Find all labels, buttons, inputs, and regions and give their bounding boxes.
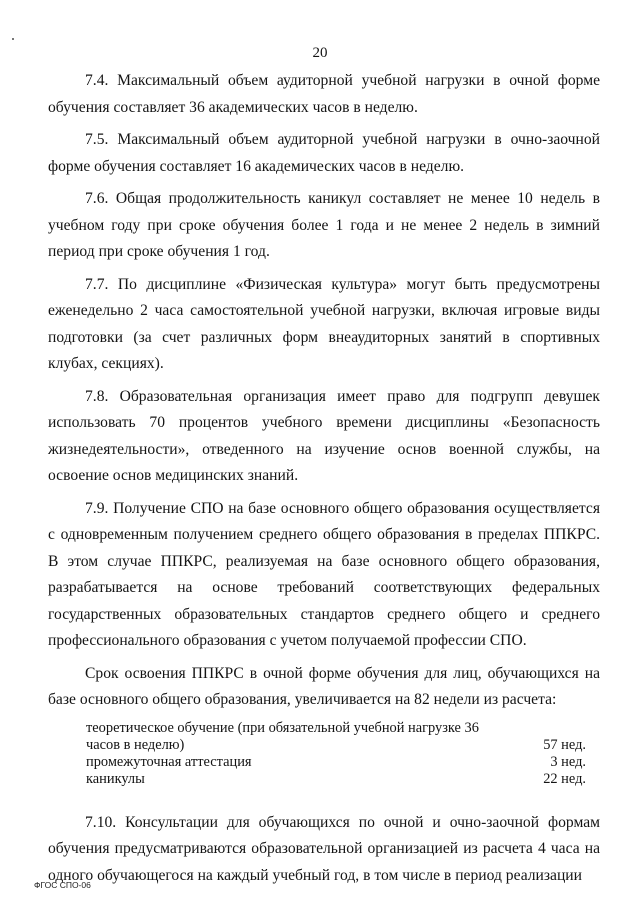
schedule-row: [86, 720, 586, 754]
paragraph-duration: Срок освоения ППКРС в очной форме обучения для лиц, обучающихся на базе основного общего образования, увеличивается на 82 недели из расчета:: [48, 664, 600, 708]
schedule-label: промежуточная аттестация: [86, 753, 252, 770]
paragraph-7-6: 7.6. Общая продолжительность каникул составляет не менее 10 недель в учебном году при сроке обучения более 1 года и не менее 2 недель в зимний период при сроке обучения 1 год.: [48, 190, 600, 260]
paragraph-7-4: 7.4. Максимальный объем аудиторной учебной нагрузки в очной форме обучения составляет 36 академических часов в неделю.: [48, 72, 600, 116]
schedule-value: 57 нед.: [543, 736, 586, 753]
schedule-row: [86, 771, 586, 788]
page-number: 20: [312, 45, 328, 61]
schedule-label: теоретическое обучение (при обязательной учебной нагрузке 36 часов в неделю): [86, 719, 479, 753]
paragraph-7-9: 7.9. Получение СПО на базе основного общего образования осуществляется с одновременным получением среднего общего образования в пределах ППКРС. В этом случае ППКРС, реализуемая на базе основного общего образования, разрабатывается на основе требований соответствующих федеральных государственных образовательных стандартов среднего общего и среднего профессионального образования с учетом получаемой профессии СПО.: [48, 499, 600, 649]
paragraph-7-10: 7.10. Консультации для обучающихся по очной и очно-заочной формам обучения предусматриваются образовательной организацией из расчета 4 часа на одного обучающегося на каждый учебный год, в том числе в период реализации: [48, 813, 600, 884]
schedule-value: 3 нед.: [550, 753, 586, 770]
paragraph-7-5: 7.5. Максимальный объем аудиторной учебной нагрузки в очно-заочной форме обучения составляет 16 академических часов в неделю.: [48, 131, 600, 175]
paragraph-7-7: 7.7. По дисциплине «Физическая культура» могут быть предусмотрены еженедельно 2 часа самостоятельной учебной нагрузки, включая игровые виды подготовки (за счет различных форм внеаудиторных занятий в спортивных клубах, секциях).: [48, 275, 600, 372]
schedule-label: каникулы: [86, 770, 145, 787]
document-body: [48, 68, 600, 895]
paragraph-7-8: 7.8. Образовательная организация имеет право для подгрупп девушек использовать 70 процентов учебного времени дисциплины «Безопасность жизнедеятельности», отведенного на изучение основ военной службы, на освоение основ медицинских знаний.: [48, 387, 600, 484]
schedule-value: 22 нед.: [543, 770, 586, 787]
duration-schedule: [86, 720, 586, 788]
schedule-row: [86, 754, 586, 771]
footer-standard-code: ФГОС СПО-06: [34, 880, 91, 890]
scan-artifact: [12, 38, 14, 40]
